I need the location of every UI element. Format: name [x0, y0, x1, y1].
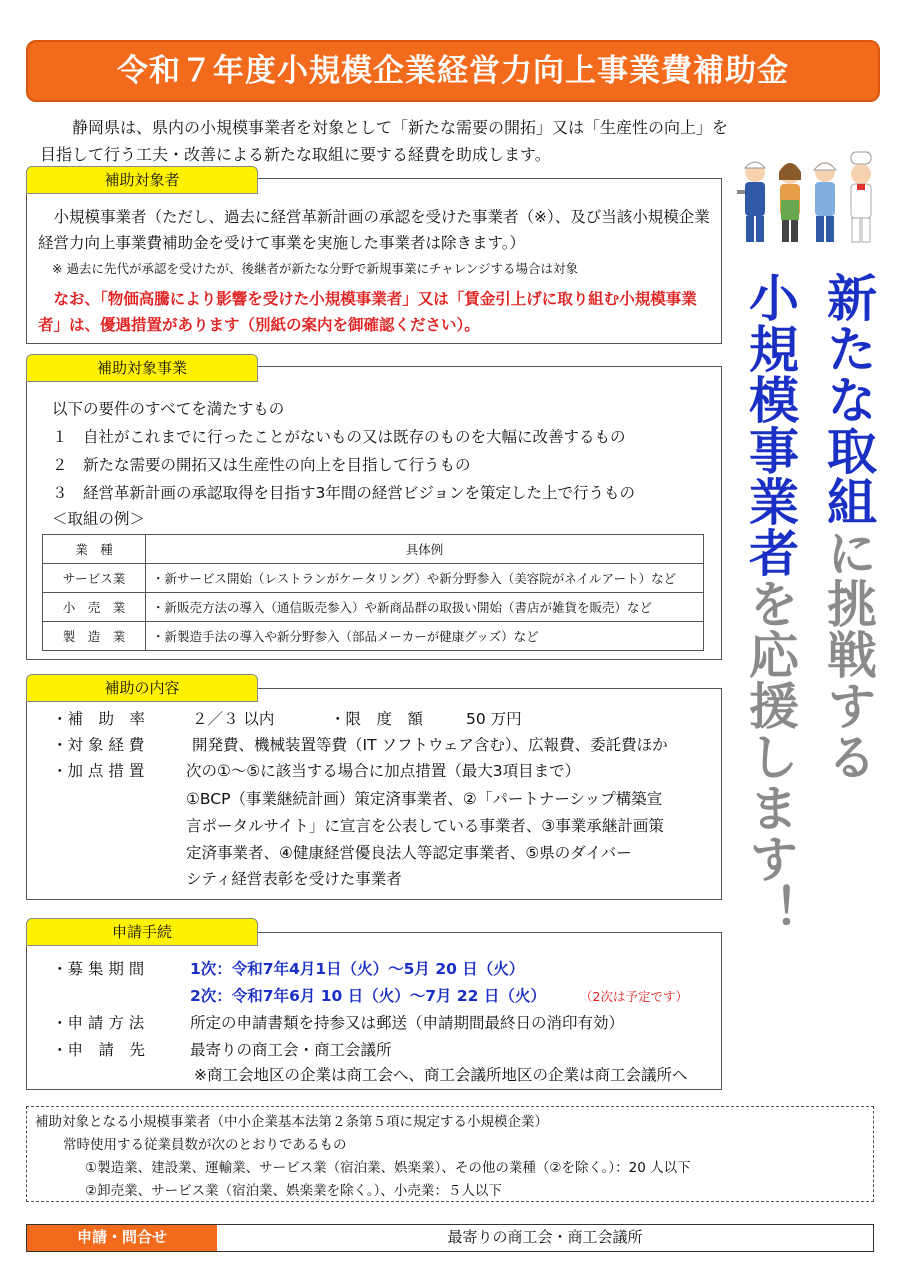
table-row [43, 622, 704, 651]
section-content-tab: 補助の内容 [26, 674, 258, 702]
example-label: ＜取組の例＞ [52, 510, 146, 528]
table-row [43, 564, 704, 593]
table-header-row [43, 535, 704, 564]
table-cell-industry: サービス業 [43, 564, 146, 593]
eligible-text: 小規模事業者（ただし、過去に経営革新計画の承認を受けた事業者（※）、及び当該小規模企業経営力向上事業費補助金を受けて事業を実施した事業者は除きます。） [38, 208, 710, 252]
contact-footer [26, 1224, 874, 1252]
bonus-detail-3: 定済事業者、④健康経営優良法人等認定事業者、⑤県のダイバー [186, 844, 632, 862]
worker-icon [779, 163, 801, 242]
bonus-label: ・加 点 措 置 [52, 762, 145, 780]
period-2-note: （2次は予定です） [580, 989, 688, 1004]
period-label: ・募 集 期 間 [52, 960, 145, 978]
section-apply-tab: 申請手続 [26, 918, 258, 946]
priority-text: なお、「物価高騰により影響を受けた小規模事業者」又は「賃金引上げに取り組む小規模事業者」は、優遇措置があります（別紙の案内を御確認ください）。 [38, 290, 697, 334]
slogan-col-1 [818, 272, 878, 782]
workers-illustration [735, 150, 885, 250]
dest-value: 最寄りの商工会・商工会議所 [190, 1041, 392, 1059]
slogan-col2-blue: 小規模事業者 [741, 272, 799, 578]
worker-icon [737, 162, 765, 242]
method-label: ・申 請 方 法 [52, 1014, 145, 1032]
section-project-tab: 補助対象事業 [26, 354, 258, 382]
contact-label: 申請・問合せ [27, 1225, 217, 1251]
requirement-item-1: １ 自社がこれまでに行ったことがないもの又は既存のものを大幅に改善するもの [52, 428, 626, 446]
table-cell-example: ・新サービス開始（レストランがケータリング）や新分野参入（美容院がネイルアート）など [146, 564, 704, 593]
requirement-item-3: ３ 経営革新計画の承認取得を目指す3年間の経営ビジョンを策定した上で行うもの [52, 484, 636, 502]
table-cell-example: ・新販売方法の導入（通信販売参入）や新商品群の取扱い開始（書店が雑貨を販売）など [146, 593, 704, 622]
dest-note: ※商工会地区の企業は商工会へ、商工会議所地区の企業は商工会議所へ [194, 1066, 688, 1084]
requirement-item-2: ２ 新たな需要の開拓又は生産性の向上を目指して行うもの [52, 456, 471, 474]
period-1: 1次：令和7年4月1日（火）～5月 20 日（火） [190, 960, 525, 978]
cost-label: ・対 象 経 費 [52, 736, 145, 754]
page-title: 令和７年度小規模企業経営力向上事業費補助金 [26, 40, 880, 102]
table-cell-industry: 小 売 業 [43, 593, 146, 622]
definition-line-3: ①製造業、建設業、運輸業、サービス業（宿泊業、娯楽業）、その他の業種（②を除く。）：20 人以下 [85, 1160, 691, 1176]
bonus-value: 次の①～⑤に該当する場合に加点措置（最大3項目まで） [186, 762, 581, 780]
slogan-col2-gray: を応援します！ [741, 578, 799, 935]
eligible-note: ※ 過去に先代が承認を受けたが、後継者が新たな分野で新規事業にチャレンジする場合は対象 [52, 261, 578, 276]
requirement-lead: 以下の要件のすべてを満たすもの [52, 400, 285, 418]
intro-text: 静岡県は、県内の小規模事業者を対象として「新たな需要の開拓」又は「生産性の向上」を目指して行う工夫・改善による新たな取組に要する経費を助成します。 [40, 118, 729, 164]
bonus-detail-1: ①BCP（事業継続計画）策定済事業者、②「パートナーシップ構築宣 [186, 790, 663, 808]
dest-label: ・申 請 先 [52, 1041, 146, 1059]
slogan-col-2 [740, 272, 800, 935]
period-2: 2次：令和7年6月 10 日（火）～7月 22 日（火） [190, 987, 546, 1005]
table-cell-example: ・新製造手法の導入や新分野参入（部品メーカーが健康グッズ）など [146, 622, 704, 651]
limit-label: ・限 度 額 [330, 710, 424, 728]
slogan-col1-gray: に挑戦する [819, 527, 877, 782]
definition-box [26, 1106, 874, 1202]
table-row [43, 593, 704, 622]
contact-text: 最寄りの商工会・商工会議所 [447, 1228, 643, 1246]
example-table [42, 534, 704, 651]
section-eligible-tab: 補助対象者 [26, 166, 258, 194]
rate-value: ２／３ 以内 [192, 710, 275, 728]
definition-line-2: 常時使用する従業員数が次のとおりであるもの [63, 1137, 347, 1153]
definition-line-1: 補助対象となる小規模事業者（中小企業基本法第２条第５項に規定する小規模企業） [35, 1114, 548, 1130]
worker-icon [814, 162, 836, 242]
method-value: 所定の申請書類を持参又は郵送（申請期間最終日の消印有効） [190, 1014, 625, 1032]
limit-value: 50 万円 [466, 710, 522, 728]
table-cell-industry: 製 造 業 [43, 622, 146, 651]
table-header-example: 具体例 [146, 535, 704, 564]
definition-line-4: ②卸売業、サービス業（宿泊業、娯楽業を除く。）、小売業：５人以下 [85, 1183, 502, 1199]
rate-label: ・補 助 率 [52, 710, 146, 728]
slogan-col1-blue: 新たな取組 [819, 272, 877, 527]
bonus-detail-2: 言ポータルサイト」に宣言を公表している事業者、③事業承継計画策 [186, 817, 664, 835]
cost-value: 開発費、機械装置等費（IT ソフトウェア含む）、広報費、委託費ほか [192, 736, 668, 754]
chef-icon [851, 152, 871, 242]
table-header-industry: 業 種 [43, 535, 146, 564]
bonus-detail-4: シティ経営表彰を受けた事業者 [186, 870, 402, 888]
